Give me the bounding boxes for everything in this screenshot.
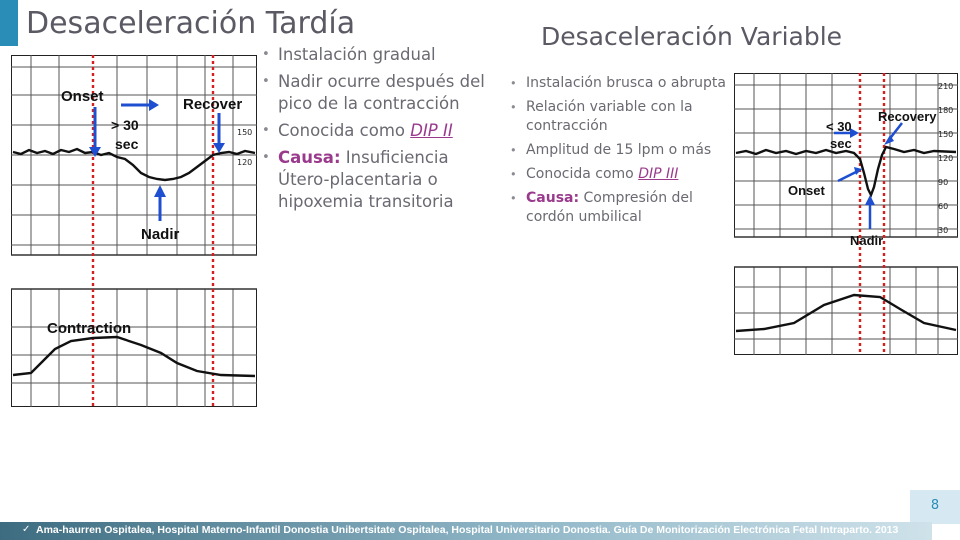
causa-label: Causa: — [278, 148, 341, 167]
left-bullet-item: • Causa: Insuficiencia Útero-placentaria o hipoxemia transitoria — [260, 147, 500, 213]
left-bullet-item: • Instalación gradual — [260, 44, 500, 66]
delay-label-bottom: sec — [115, 136, 139, 152]
right-bullet-item: • Conocida como DIP III — [508, 165, 738, 184]
right-bullet-list — [508, 74, 738, 232]
title-accent-bar — [0, 0, 18, 46]
scale-value: 120 — [938, 154, 954, 163]
scale-value: 90 — [938, 178, 949, 187]
left-bullet-item: • Conocida como DIP II — [260, 120, 500, 142]
right-bullet-item: • Relación variable con la contracción — [508, 98, 738, 136]
right-title: Desaceleración Variable — [541, 22, 843, 51]
footer-citation: Ama-haurren Ospitalea, Hospital Materno-Infantil Donostia Unibertsitate Ospitalea, Hospital Universitario Donostia. Guía De Monitorización Electrónica Fetal Intraparto. 2013 — [36, 524, 899, 536]
scale-value: 180 — [938, 106, 954, 115]
variable-deceleration-tracing — [734, 73, 958, 355]
onset-label: Onset — [61, 88, 104, 105]
recovery-label: Recover — [183, 96, 243, 113]
scale-value: 210 — [938, 82, 954, 91]
page-number: 8 — [930, 498, 940, 513]
scale-value: 150 — [237, 128, 253, 137]
recovery-label: Recovery — [878, 109, 937, 124]
right-bullet-item: • Causa: Compresión del cordón umbilical — [508, 189, 738, 227]
dip-iii-term: DIP III — [638, 166, 679, 182]
tracing-paper-gap — [11, 255, 257, 289]
right-bullet-item: • Amplitud de 15 lpm o más — [508, 141, 738, 160]
page-number-box — [910, 490, 960, 524]
nadir-label: Nadir — [141, 226, 180, 243]
scale-value: 120 — [237, 158, 253, 167]
right-bullet-item: • Instalación brusca o abrupta — [508, 74, 738, 93]
nadir-label: Nadir — [850, 233, 884, 248]
causa-label: Causa: — [526, 190, 580, 206]
left-bullet-item: • Nadir ocurre después del pico de la contracción — [260, 71, 500, 115]
footer-bar — [0, 522, 932, 540]
dip-ii-term: DIP II — [410, 121, 453, 140]
late-deceleration-tracing — [11, 55, 257, 407]
left-title: Desaceleración Tardía — [26, 6, 356, 41]
scale-value: 150 — [938, 130, 954, 139]
onset-label: Onset — [788, 183, 825, 198]
delay-label-bottom: sec — [830, 136, 852, 151]
contraction-label: Contraction — [47, 320, 132, 337]
scale-value: 60 — [938, 202, 949, 211]
checkmark-icon: ✓ — [22, 524, 31, 535]
left-bullet-list — [260, 44, 500, 218]
delay-label-top: > 30 — [111, 117, 139, 133]
tracing-paper-gap — [734, 237, 958, 267]
delay-label-top: < 30 — [826, 119, 852, 134]
scale-value: 30 — [938, 226, 949, 235]
